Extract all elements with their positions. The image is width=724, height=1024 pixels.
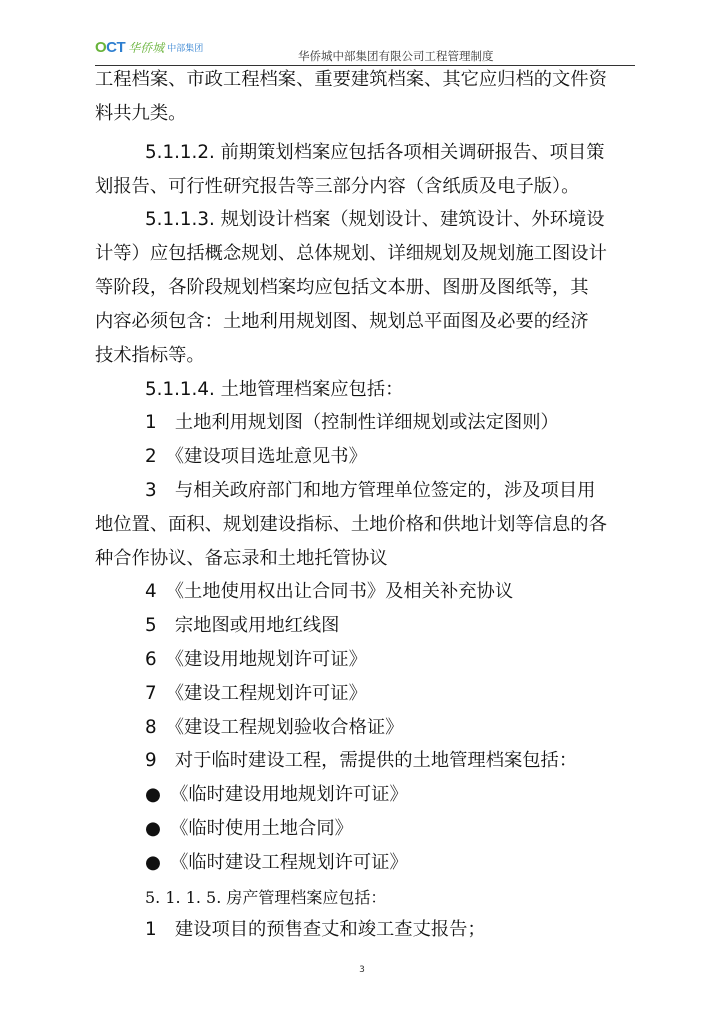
list-item: 7 《建设工程规划许可证》 (145, 683, 367, 704)
bullet-item: ● 《临时建设工程规划许可证》 (145, 852, 408, 873)
text-line: 地位置、面积、规划建设指标、土地价格和供地计划等信息的各 (95, 514, 607, 535)
text-line: 5. 1. 1. 5. 房产管理档案应包括： (145, 888, 387, 907)
text-line: 等阶段，各阶段规划档案均应包括文本册、图册及图纸等，其 (95, 277, 589, 298)
bullet-item: ● 《临时使用土地合同》 (145, 818, 353, 839)
text-line: 5.1.1.2. 前期策划档案应包括各项相关调研报告、项目策 (145, 142, 605, 163)
list-item: 6 《建设用地规划许可证》 (145, 649, 367, 670)
text-line: 5.1.1.4. 土地管理档案应包括： (145, 379, 404, 400)
bullet-item: ● 《临时建设用地规划许可证》 (145, 784, 408, 805)
list-item: 2 《建设项目选址意见书》 (145, 446, 367, 467)
text-line: 技术指标等。 (95, 345, 205, 366)
text-line: 划报告、可行性研究报告等三部分内容（含纸质及电子版）。 (95, 176, 580, 197)
list-item: 5 宗地图或用地红线图 (145, 615, 340, 636)
text-line: 5.1.1.3. 规划设计档案（规划设计、建筑设计、外环境设 (145, 209, 605, 230)
list-item: 3 与相关政府部门和地方管理单位签定的，涉及项目用 (145, 480, 596, 501)
logo-sub-text: 中部集团 (167, 43, 204, 54)
list-item: 8 《建设工程规划验收合格证》 (145, 717, 404, 738)
logo-chinese-text: 华侨城 (128, 40, 165, 55)
list-item: 1 建设项目的预售查丈和竣工查丈报告； (145, 919, 486, 940)
page-header (95, 30, 635, 66)
list-item: 4 《土地使用权出让合同书》及相关补充协议 (145, 581, 514, 602)
text-line: 种合作协议、备忘录和土地托管协议 (95, 548, 388, 569)
page-number: 3 (359, 965, 365, 975)
logo-oct-text: OCT (95, 38, 126, 56)
text-line: 计等）应包括概念规划、总体规划、详细规划及规划施工图设计 (95, 243, 607, 264)
header-title: 华侨城中部集团有限公司工程管理制度 (298, 49, 494, 63)
text-line: 内容必须包含：土地利用规划图、规划总平面图及必要的经济 (95, 311, 589, 332)
text-line: 工程档案、市政工程档案、重要建筑档案、其它应归档的文件资 (95, 69, 607, 90)
text-line: 料共九类。 (95, 103, 187, 124)
list-item: 1 土地利用规划图（控制性详细规划或法定图则） (145, 412, 559, 433)
list-item: 9 对于临时建设工程，需提供的土地管理档案包括： (145, 750, 578, 771)
header-divider (95, 65, 635, 66)
company-logo (95, 38, 203, 56)
